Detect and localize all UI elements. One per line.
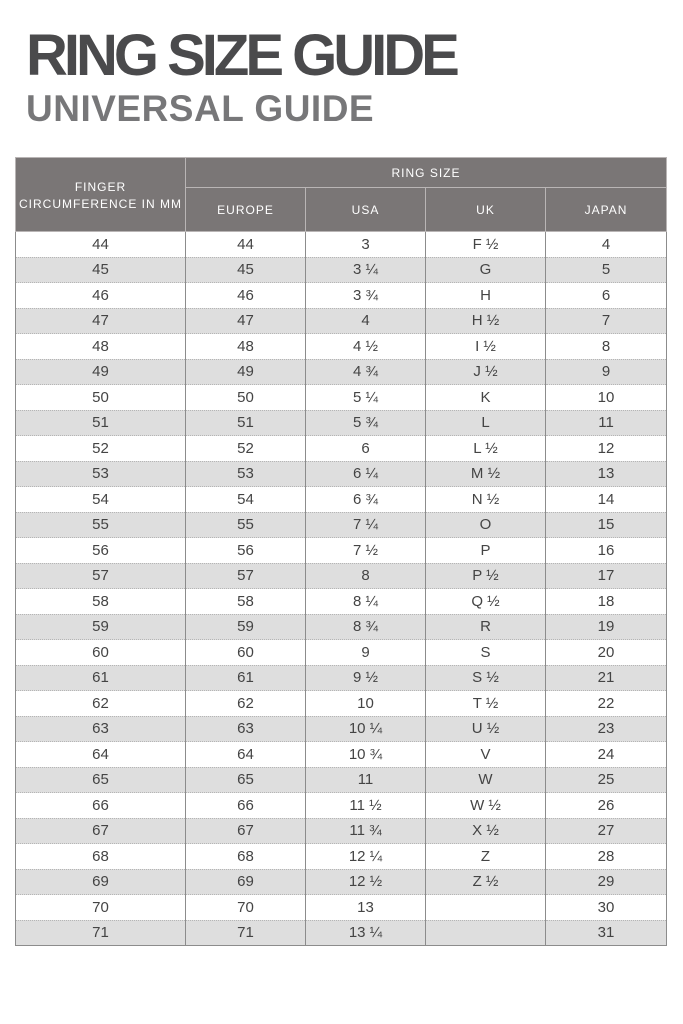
cell-usa: 6 xyxy=(306,436,426,462)
cell-uk: N ½ xyxy=(426,487,546,513)
cell-japan: 9 xyxy=(546,359,667,385)
cell-usa: 3 xyxy=(306,232,426,258)
cell-japan: 21 xyxy=(546,665,667,691)
cell-usa: 12 ¼ xyxy=(306,844,426,870)
cell-europe: 54 xyxy=(186,487,306,513)
cell-japan: 5 xyxy=(546,257,667,283)
cell-japan: 28 xyxy=(546,844,667,870)
cell-finger-mm: 44 xyxy=(16,232,186,258)
cell-finger-mm: 49 xyxy=(16,359,186,385)
cell-japan: 31 xyxy=(546,920,667,946)
column-header-usa: USA xyxy=(306,188,426,232)
table-row xyxy=(16,869,667,895)
cell-europe: 50 xyxy=(186,385,306,411)
cell-usa: 7 ½ xyxy=(306,538,426,564)
cell-europe: 45 xyxy=(186,257,306,283)
cell-europe: 49 xyxy=(186,359,306,385)
cell-japan: 20 xyxy=(546,640,667,666)
cell-usa: 13 xyxy=(306,895,426,921)
cell-japan: 12 xyxy=(546,436,667,462)
cell-finger-mm: 58 xyxy=(16,589,186,615)
cell-japan: 6 xyxy=(546,283,667,309)
cell-europe: 66 xyxy=(186,793,306,819)
cell-uk: M ½ xyxy=(426,461,546,487)
cell-usa: 7 ¼ xyxy=(306,512,426,538)
cell-usa: 8 ¾ xyxy=(306,614,426,640)
cell-usa: 4 ¾ xyxy=(306,359,426,385)
cell-usa: 5 ¼ xyxy=(306,385,426,411)
cell-europe: 55 xyxy=(186,512,306,538)
column-header-europe: EUROPE xyxy=(186,188,306,232)
cell-finger-mm: 65 xyxy=(16,767,186,793)
cell-europe: 57 xyxy=(186,563,306,589)
cell-finger-mm: 68 xyxy=(16,844,186,870)
table-row xyxy=(16,487,667,513)
cell-europe: 60 xyxy=(186,640,306,666)
cell-uk xyxy=(426,920,546,946)
cell-europe: 58 xyxy=(186,589,306,615)
cell-usa: 10 xyxy=(306,691,426,717)
cell-finger-mm: 48 xyxy=(16,334,186,360)
cell-japan: 24 xyxy=(546,742,667,768)
cell-uk: V xyxy=(426,742,546,768)
cell-uk: G xyxy=(426,257,546,283)
cell-europe: 46 xyxy=(186,283,306,309)
cell-usa: 4 xyxy=(306,308,426,334)
cell-europe: 65 xyxy=(186,767,306,793)
cell-finger-mm: 57 xyxy=(16,563,186,589)
table-row xyxy=(16,844,667,870)
cell-uk: F ½ xyxy=(426,232,546,258)
cell-uk: S xyxy=(426,640,546,666)
cell-japan: 4 xyxy=(546,232,667,258)
cell-usa: 10 ¾ xyxy=(306,742,426,768)
cell-japan: 27 xyxy=(546,818,667,844)
cell-japan: 13 xyxy=(546,461,667,487)
cell-uk: Z ½ xyxy=(426,869,546,895)
column-header-japan: JAPAN xyxy=(546,188,667,232)
cell-europe: 64 xyxy=(186,742,306,768)
table-row xyxy=(16,742,667,768)
cell-uk: Z xyxy=(426,844,546,870)
table-row xyxy=(16,359,667,385)
cell-japan: 22 xyxy=(546,691,667,717)
cell-europe: 63 xyxy=(186,716,306,742)
cell-europe: 68 xyxy=(186,844,306,870)
cell-uk xyxy=(426,895,546,921)
cell-usa: 3 ¼ xyxy=(306,257,426,283)
page-subtitle: UNIVERSAL GUIDE xyxy=(26,88,375,129)
cell-europe: 62 xyxy=(186,691,306,717)
cell-uk: L xyxy=(426,410,546,436)
cell-japan: 17 xyxy=(546,563,667,589)
cell-finger-mm: 50 xyxy=(16,385,186,411)
cell-europe: 53 xyxy=(186,461,306,487)
table-row xyxy=(16,640,667,666)
cell-europe: 44 xyxy=(186,232,306,258)
cell-usa: 6 ¼ xyxy=(306,461,426,487)
table-row xyxy=(16,334,667,360)
cell-usa: 12 ½ xyxy=(306,869,426,895)
cell-usa: 9 xyxy=(306,640,426,666)
ring-size-table xyxy=(15,157,667,946)
cell-japan: 14 xyxy=(546,487,667,513)
cell-japan: 7 xyxy=(546,308,667,334)
cell-japan: 16 xyxy=(546,538,667,564)
table-row xyxy=(16,818,667,844)
cell-uk: T ½ xyxy=(426,691,546,717)
cell-uk: P xyxy=(426,538,546,564)
cell-uk: I ½ xyxy=(426,334,546,360)
cell-uk: L ½ xyxy=(426,436,546,462)
cell-finger-mm: 52 xyxy=(16,436,186,462)
cell-finger-mm: 66 xyxy=(16,793,186,819)
cell-japan: 19 xyxy=(546,614,667,640)
cell-japan: 10 xyxy=(546,385,667,411)
table-row xyxy=(16,385,667,411)
cell-usa: 3 ¾ xyxy=(306,283,426,309)
cell-uk: R xyxy=(426,614,546,640)
cell-europe: 48 xyxy=(186,334,306,360)
cell-europe: 67 xyxy=(186,818,306,844)
cell-finger-mm: 51 xyxy=(16,410,186,436)
table-row xyxy=(16,563,667,589)
table-row xyxy=(16,257,667,283)
cell-usa: 11 ¾ xyxy=(306,818,426,844)
cell-finger-mm: 60 xyxy=(16,640,186,666)
cell-europe: 56 xyxy=(186,538,306,564)
cell-finger-mm: 62 xyxy=(16,691,186,717)
cell-europe: 71 xyxy=(186,920,306,946)
table-row xyxy=(16,793,667,819)
cell-japan: 30 xyxy=(546,895,667,921)
cell-usa: 8 xyxy=(306,563,426,589)
cell-finger-mm: 69 xyxy=(16,869,186,895)
cell-japan: 11 xyxy=(546,410,667,436)
cell-japan: 18 xyxy=(546,589,667,615)
cell-finger-mm: 70 xyxy=(16,895,186,921)
cell-finger-mm: 67 xyxy=(16,818,186,844)
table-row xyxy=(16,665,667,691)
cell-finger-mm: 61 xyxy=(16,665,186,691)
cell-europe: 59 xyxy=(186,614,306,640)
cell-finger-mm: 63 xyxy=(16,716,186,742)
cell-japan: 25 xyxy=(546,767,667,793)
cell-usa: 11 xyxy=(306,767,426,793)
table-body xyxy=(16,232,667,946)
cell-europe: 69 xyxy=(186,869,306,895)
table-row xyxy=(16,691,667,717)
table-row xyxy=(16,308,667,334)
cell-finger-mm: 56 xyxy=(16,538,186,564)
cell-japan: 29 xyxy=(546,869,667,895)
cell-finger-mm: 47 xyxy=(16,308,186,334)
column-header-uk: UK xyxy=(426,188,546,232)
cell-usa: 13 ¼ xyxy=(306,920,426,946)
cell-japan: 15 xyxy=(546,512,667,538)
cell-uk: K xyxy=(426,385,546,411)
table-row xyxy=(16,461,667,487)
cell-europe: 51 xyxy=(186,410,306,436)
cell-uk: H xyxy=(426,283,546,309)
cell-finger-mm: 53 xyxy=(16,461,186,487)
cell-finger-mm: 71 xyxy=(16,920,186,946)
table-row xyxy=(16,589,667,615)
cell-finger-mm: 46 xyxy=(16,283,186,309)
cell-uk: X ½ xyxy=(426,818,546,844)
cell-uk: P ½ xyxy=(426,563,546,589)
table-row xyxy=(16,614,667,640)
cell-europe: 52 xyxy=(186,436,306,462)
ring-size-header: RING SIZE xyxy=(186,158,667,188)
cell-usa: 11 ½ xyxy=(306,793,426,819)
cell-uk: S ½ xyxy=(426,665,546,691)
cell-finger-mm: 59 xyxy=(16,614,186,640)
cell-japan: 26 xyxy=(546,793,667,819)
cell-finger-mm: 55 xyxy=(16,512,186,538)
cell-uk: U ½ xyxy=(426,716,546,742)
table-row xyxy=(16,538,667,564)
cell-finger-mm: 64 xyxy=(16,742,186,768)
cell-europe: 70 xyxy=(186,895,306,921)
cell-japan: 8 xyxy=(546,334,667,360)
cell-europe: 61 xyxy=(186,665,306,691)
cell-uk: Q ½ xyxy=(426,589,546,615)
cell-usa: 5 ¾ xyxy=(306,410,426,436)
cell-japan: 23 xyxy=(546,716,667,742)
cell-finger-mm: 45 xyxy=(16,257,186,283)
table-row xyxy=(16,410,667,436)
cell-europe: 47 xyxy=(186,308,306,334)
cell-uk: H ½ xyxy=(426,308,546,334)
cell-uk: O xyxy=(426,512,546,538)
table-row xyxy=(16,716,667,742)
table-row xyxy=(16,436,667,462)
table-row xyxy=(16,232,667,258)
cell-usa: 8 ¼ xyxy=(306,589,426,615)
page-title: RING SIZE GUIDE xyxy=(26,23,456,88)
table-row xyxy=(16,512,667,538)
cell-usa: 4 ½ xyxy=(306,334,426,360)
table-row xyxy=(16,895,667,921)
cell-finger-mm: 54 xyxy=(16,487,186,513)
cell-uk: W xyxy=(426,767,546,793)
table-row xyxy=(16,920,667,946)
finger-circumference-header: FINGER CIRCUMFERENCE IN MM xyxy=(16,158,186,232)
cell-usa: 6 ¾ xyxy=(306,487,426,513)
table-row xyxy=(16,767,667,793)
cell-usa: 9 ½ xyxy=(306,665,426,691)
cell-uk: J ½ xyxy=(426,359,546,385)
cell-usa: 10 ¼ xyxy=(306,716,426,742)
table-row xyxy=(16,283,667,309)
cell-uk: W ½ xyxy=(426,793,546,819)
